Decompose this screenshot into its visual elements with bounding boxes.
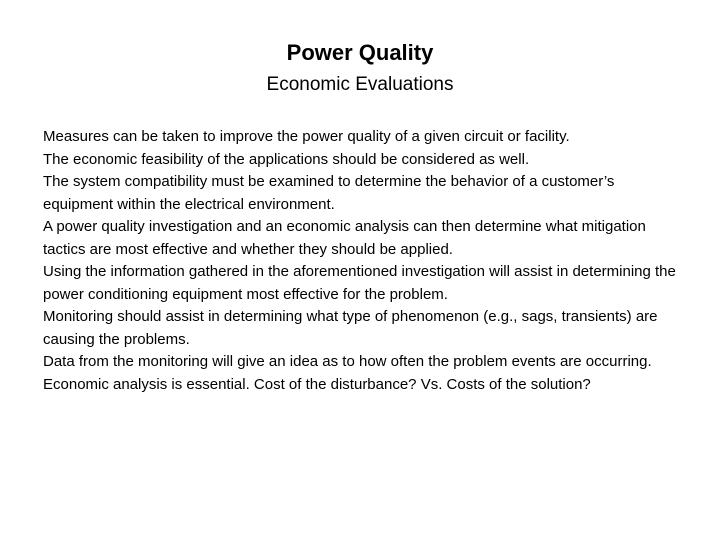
paragraph: Economic analysis is essential. Cost of the disturbance? Vs. Costs of the solution? (43, 375, 591, 393)
slide-subtitle: Economic Evaluations (266, 74, 454, 95)
paragraph: Data from the monitoring will give an idea as to how often the problem events are occurring. (43, 353, 652, 370)
paragraph: Using the information gathered in the aforementioned investigation will assist in determining the power conditioning equipment most effective for the problem. (43, 263, 676, 303)
paragraph: The economic feasibility of the applications should be considered as well. (43, 150, 530, 168)
paragraph: Measures can be taken to improve the power quality of a given circuit or facility. (43, 128, 570, 145)
paragraph: The system compatibility must be examined to determine the behavior of a customer’s equipment within the electrical environment. (43, 173, 615, 213)
paragraph: A power quality investigation and an economic analysis can then determine what mitigation tactics are most effective and whether they should be applied. (43, 218, 646, 258)
slide-title: Power Quality (286, 40, 434, 65)
body-text (43, 126, 683, 396)
paragraph: Monitoring should assist in determining what type of phenomenon (e.g., sags, transients) are causing the problems. (43, 308, 658, 348)
